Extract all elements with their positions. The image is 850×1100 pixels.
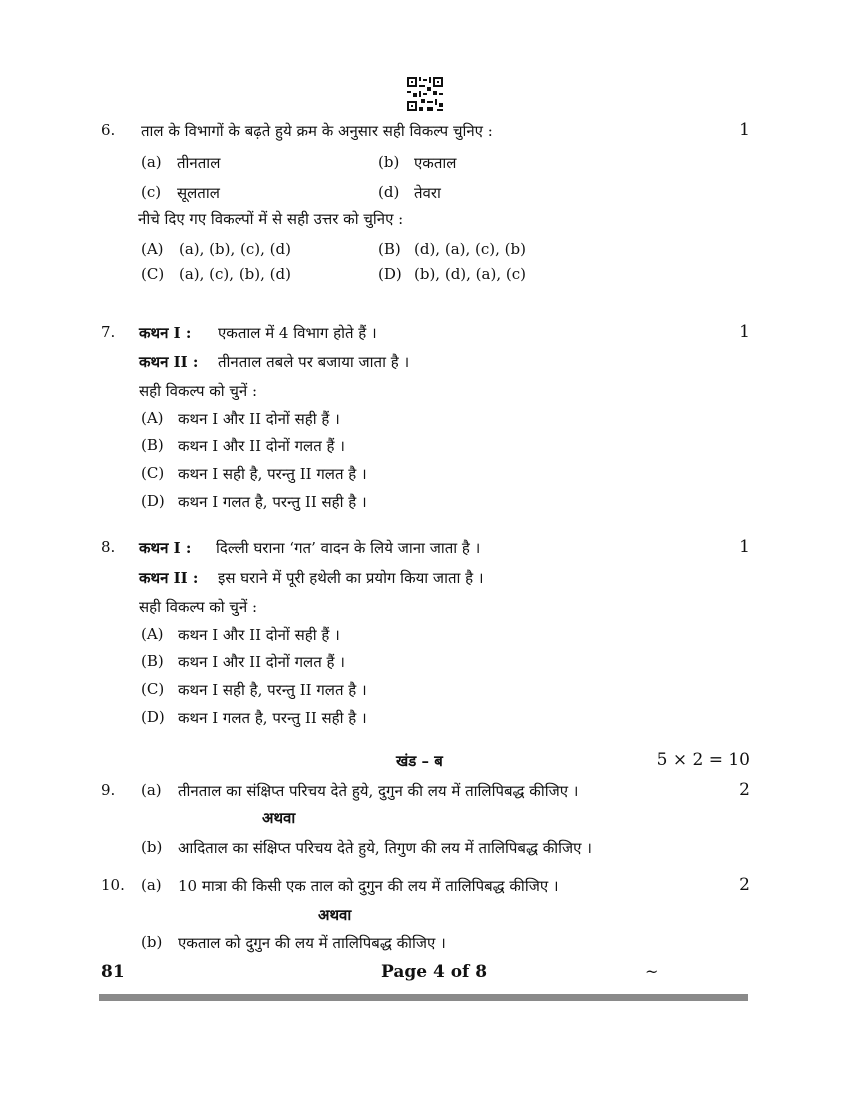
statement-text: इस घराने में पूरी हथेली का प्रयोग किया जाता है । (218, 569, 484, 587)
question-text: 10 मात्रा की किसी एक ताल को दुगुन की लय में तालिपिबद्ध कीजिए । (178, 877, 559, 895)
statement-text: एकताल में 4 विभाग होते हैं । (218, 324, 377, 342)
instruction-text: सही विकल्प को चुनें : (139, 598, 258, 616)
statement-text: तीनताल तबले पर बजाया जाता है । (218, 353, 410, 371)
question-marks: 2 (739, 875, 750, 895)
option-key: (B) (141, 436, 164, 454)
question-marks: 1 (739, 120, 750, 140)
answer-value: (a), (c), (b), (d) (179, 265, 291, 283)
question-number: 8. (101, 538, 116, 556)
option-key: (b) (141, 838, 163, 856)
option-key: (d) (378, 183, 400, 201)
option-key: (D) (141, 492, 165, 510)
option-value: तीनताल (177, 154, 221, 172)
option-value: कथन I और II दोनों सही हैं । (178, 410, 340, 428)
question-text: आदिताल का संक्षिप्त परिचय देते हुये, तिगुण की लय में तालिपिबद्ध कीजिए । (178, 839, 592, 857)
section-title: खंड – ब (396, 752, 443, 770)
footer-mark: ~ (645, 962, 659, 981)
or-separator: अथवा (318, 906, 352, 924)
paper-code: 81 (101, 962, 125, 982)
or-separator: अथवा (262, 809, 296, 827)
option-value: कथन I सही है, परन्तु II गलत है । (178, 681, 367, 699)
option-value: तेवरा (414, 184, 441, 202)
option-value: कथन I गलत है, परन्तु II सही है । (178, 493, 367, 511)
option-value: एकताल (414, 154, 457, 172)
option-value: कथन I और II दोनों गलत हैं । (178, 437, 345, 455)
instruction-text: सही विकल्प को चुनें : (139, 382, 258, 400)
question-text: तीनताल का संक्षिप्त परिचय देते हुये, दुगुन की लय में तालिपिबद्ध कीजिए । (178, 782, 579, 800)
option-key: (D) (141, 708, 165, 726)
option-key: (a) (141, 781, 162, 799)
option-key: (B) (141, 652, 164, 670)
statement-label: कथन II : (139, 569, 199, 587)
footer-divider (99, 994, 748, 1001)
qr-code-icon (407, 77, 443, 111)
option-value: कथन I और II दोनों सही हैं । (178, 626, 340, 644)
question-marks: 1 (739, 537, 750, 557)
option-key: (b) (378, 153, 400, 171)
answer-value: (b), (d), (a), (c) (414, 265, 526, 283)
statement-label: कथन II : (139, 353, 199, 371)
statement-label: कथन I : (139, 539, 192, 557)
option-key: (a) (141, 153, 162, 171)
answer-key: (B) (378, 240, 401, 258)
option-key: (A) (141, 625, 164, 643)
option-key: (C) (141, 464, 165, 482)
option-key: (a) (141, 876, 162, 894)
answer-value: (a), (b), (c), (d) (179, 240, 291, 258)
question-text: एकताल को दुगुन की लय में तालिपिबद्ध कीजिए । (178, 934, 446, 952)
question-marks: 1 (739, 322, 750, 342)
statement-text: दिल्ली घराना ‘गत’ वादन के लिये जाना जाता है । (216, 539, 481, 557)
option-value: कथन I गलत है, परन्तु II सही है । (178, 709, 367, 727)
answer-key: (D) (378, 265, 402, 283)
instruction-text: नीचे दिए गए विकल्पों में से सही उत्तर को चुनिए : (138, 210, 404, 228)
section-marks: 5 × 2 = 10 (656, 750, 750, 770)
question-number: 10. (101, 876, 125, 894)
option-value: कथन I और II दोनों गलत हैं । (178, 653, 345, 671)
question-marks: 2 (739, 780, 750, 800)
answer-key: (A) (141, 240, 164, 258)
option-key: (b) (141, 933, 163, 951)
question-number: 6. (101, 121, 116, 139)
question-number: 9. (101, 781, 116, 799)
page-number: Page 4 of 8 (381, 962, 488, 982)
question-text: ताल के विभागों के बढ़ते हुये क्रम के अनुसार सही विकल्प चुनिए : (141, 122, 493, 140)
answer-value: (d), (a), (c), (b) (414, 240, 526, 258)
option-key: (A) (141, 409, 164, 427)
option-key: (c) (141, 183, 162, 201)
answer-key: (C) (141, 265, 165, 283)
option-key: (C) (141, 680, 165, 698)
question-number: 7. (101, 323, 116, 341)
option-value: कथन I सही है, परन्तु II गलत है । (178, 465, 367, 483)
statement-label: कथन I : (139, 324, 192, 342)
option-value: सूलताल (177, 184, 220, 202)
